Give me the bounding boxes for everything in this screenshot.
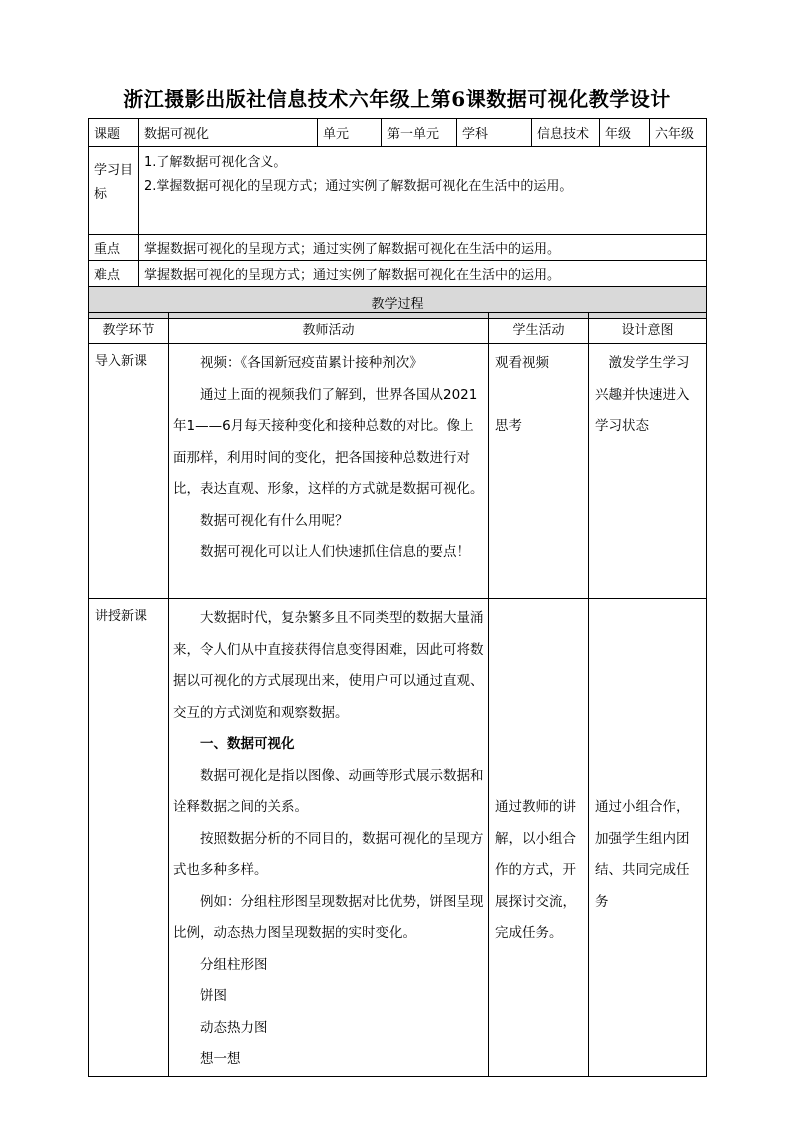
table-row bbox=[89, 599, 707, 1077]
goals-content bbox=[139, 147, 707, 235]
column-header-intent: 设计意图 bbox=[589, 313, 707, 344]
teacher-paragraph: 视频：《各国新冠疫苗累计接种剂次》 bbox=[200, 355, 423, 371]
unit-value: 第一单元 bbox=[382, 119, 457, 147]
column-header-student: 学生活动 bbox=[489, 313, 589, 344]
topic-value: 数据可视化 bbox=[139, 119, 318, 147]
info-row bbox=[89, 119, 707, 147]
teacher-activity-cell bbox=[169, 599, 489, 1077]
lesson-info-table bbox=[88, 118, 707, 319]
teacher-paragraph: 大数据时代，复杂繁多且不同类型的数据大量涌来，令人们从中直接获得信息变得困难，因此可将数据以可视化的方式展现出来，使用户可以通过直观、交互的方式浏览和观察数据。 bbox=[173, 610, 484, 721]
grade-label: 年级 bbox=[600, 119, 650, 147]
table-row bbox=[89, 344, 707, 599]
teacher-paragraph: 例如：分组柱形图呈现数据对比优势，饼图呈现比例，动态热力图呈现数据的实时变化。 bbox=[173, 893, 484, 941]
teacher-paragraph: 通过上面的视频我们了解到，世界各国从2021年1——6月每天接种变化和接种总数的对比。像上面那样，利用时间的变化，把各国接种总数进行对比，表达直观、形象，这样的方式就是数据可视化。 bbox=[173, 386, 484, 497]
stage-cell: 导入新课 bbox=[89, 344, 169, 599]
design-intent-text: 激发学生学习兴趣并快速进入学习状态 bbox=[595, 355, 690, 434]
design-intent-cell bbox=[589, 344, 707, 599]
teacher-paragraph: 想一想 bbox=[200, 1051, 241, 1067]
teacher-activity-cell bbox=[169, 344, 489, 599]
teacher-paragraph: 数据可视化有什么用呢？ bbox=[200, 512, 349, 529]
process-header: 教学过程 bbox=[89, 287, 707, 319]
chart-type-item: 动态热力图 bbox=[200, 1019, 268, 1036]
teacher-paragraph: 按照数据分析的不同目的，数据可视化的呈现方式也多种多样。 bbox=[173, 830, 484, 878]
difficult-point-text: 掌握数据可视化的呈现方式；通过实例了解数据可视化在生活中的运用。 bbox=[139, 261, 707, 287]
teacher-paragraph: 数据可视化是指以图像、动画等形式展示数据和诠释数据之间的关系。 bbox=[173, 767, 484, 815]
stage-cell: 讲授新课 bbox=[89, 599, 169, 1077]
student-activity-text: 通过教师的讲解，以小组合作的方式，开展探讨交流，完成任务。 bbox=[495, 799, 576, 941]
column-header-row bbox=[89, 313, 707, 344]
chart-type-item: 分组柱形图 bbox=[200, 956, 268, 973]
key-point-label: 重点 bbox=[89, 235, 139, 261]
goal-item: 1.了解数据可视化含义。 bbox=[144, 155, 287, 170]
goals-label: 学习目标 bbox=[89, 147, 139, 235]
subject-value: 信息技术 bbox=[532, 119, 600, 147]
student-activity-cell bbox=[489, 599, 589, 1077]
student-activity-item: 思考 bbox=[495, 418, 522, 434]
column-header-stage: 教学环节 bbox=[89, 313, 169, 344]
goal-item: 2.掌握数据可视化的呈现方式；通过实例了解数据可视化在生活中的运用。 bbox=[144, 179, 573, 194]
student-activity-item: 观看视频 bbox=[495, 355, 549, 371]
grade-value: 六年级 bbox=[650, 119, 707, 147]
unit-label: 单元 bbox=[318, 119, 382, 147]
key-point-text: 掌握数据可视化的呈现方式；通过实例了解数据可视化在生活中的运用。 bbox=[139, 235, 707, 261]
teaching-process-table bbox=[88, 312, 707, 1077]
goals-row bbox=[89, 147, 707, 235]
teacher-paragraph: 数据可视化可以让人们快速抓住信息的要点！ bbox=[200, 544, 470, 560]
chart-type-item: 饼图 bbox=[200, 988, 227, 1004]
student-activity-cell bbox=[489, 344, 589, 599]
design-intent-cell bbox=[589, 599, 707, 1077]
key-point-row bbox=[89, 235, 707, 261]
design-intent-text: 通过小组合作，加强学生组内团结、共同完成任务 bbox=[595, 799, 690, 910]
section-heading: 一、数据可视化 bbox=[200, 736, 295, 752]
topic-label: 课题 bbox=[89, 119, 139, 147]
subject-label: 学科 bbox=[457, 119, 532, 147]
column-header-teacher: 教师活动 bbox=[169, 313, 489, 344]
difficult-point-label: 难点 bbox=[89, 261, 139, 287]
document-title: 浙江摄影出版社信息技术六年级上第6课数据可视化教学设计 bbox=[123, 87, 671, 111]
difficult-point-row bbox=[89, 261, 707, 287]
